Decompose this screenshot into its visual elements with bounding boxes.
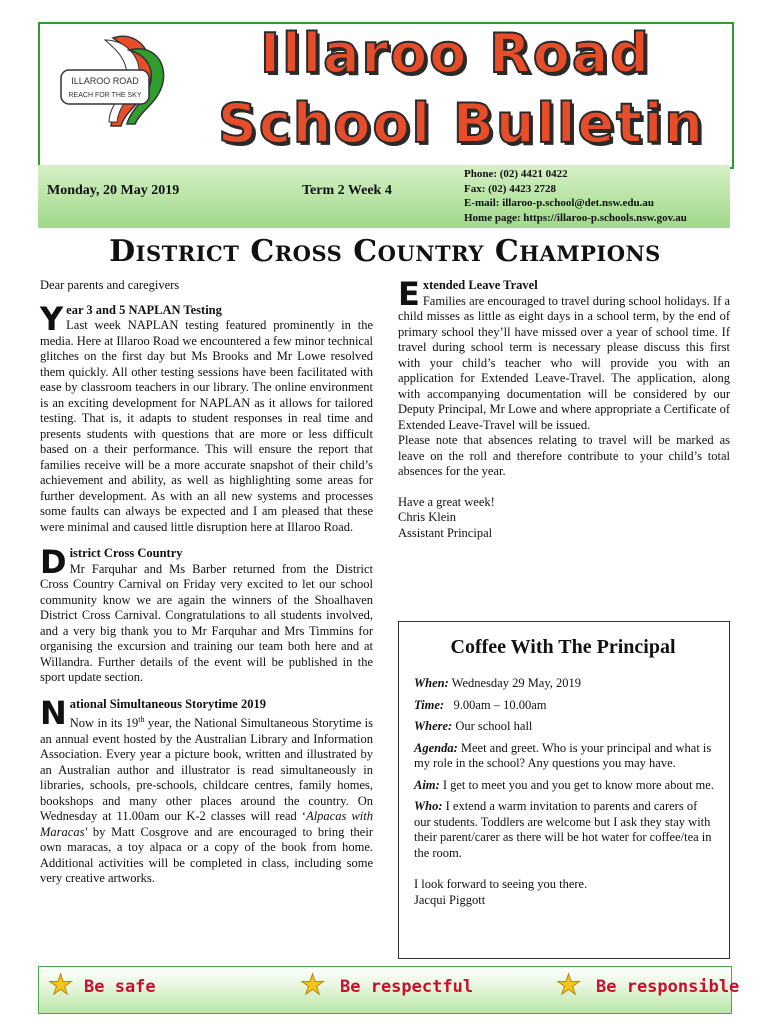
naplan-title: ear 3 and 5 NAPLAN Testing: [66, 302, 222, 317]
cross-country-section: [40, 543, 373, 686]
naplan-dropcap: Y: [40, 299, 64, 338]
motto-safe: Be safe: [84, 977, 156, 997]
contact-homepage[interactable]: Home page: https://illaroo-p.schools.nsw.gov.au: [464, 211, 687, 224]
star-icon: ★: [48, 970, 74, 1001]
issue-date: Monday, 20 May 2019: [47, 183, 180, 198]
coffee-aim: Aim: I get to meet you and you get to know more about me.: [414, 777, 714, 792]
contact-phone: Phone: (02) 4421 0422: [464, 168, 568, 180]
right-column: [398, 275, 730, 541]
naplan-section: [40, 299, 373, 536]
storytime-title: ational Simultaneous Storytime 2019: [69, 696, 266, 711]
storytime-book-title: Alpacas with Maracas': [40, 809, 373, 839]
motto-respectful: Be respectful: [340, 977, 474, 997]
leave-title: xtended Leave Travel: [422, 278, 538, 292]
school-logo: [55, 30, 195, 130]
logo-text-2: REACH FOR THE SKY: [68, 92, 142, 99]
coffee-signature: Jacqui Piggott: [414, 892, 486, 907]
contact-details: [464, 167, 687, 225]
leave-dropcap: E: [398, 275, 420, 313]
contact-fax: Fax: (02) 4423 2728: [464, 182, 556, 195]
star-icon: ★: [300, 970, 326, 1001]
leave-body-1: Families are encouraged to travel during school holidays. If a child misses as little as eight days in a school term, by the end of primary school they’ll have missed over a year of school time. If travel during school term is necessary please discuss this first with your child’s teacher who will provide you with an application for Extended Leave-Travel. The application, along with accompanying documentation will be considered by our Deputy Principal, Mr Lowe and where appropriate a Certificate of Extended Leave-Travel will be issued.: [398, 293, 730, 432]
coffee-time: Time: 9.00am – 10.00am: [414, 697, 547, 712]
motto-responsible: Be responsible: [596, 977, 740, 997]
signoff: [398, 495, 730, 542]
coffee-details: [414, 676, 714, 908]
signoff-line: Have a great week!: [398, 494, 495, 509]
cross-country-dropcap: D: [40, 543, 67, 581]
storytime-body: Now in its 19th year, the National Simultaneous Storytime is an annual event hosted by the Australian Library and Information Association. Every year a picture book, written and illustrated by an Australian author and illustrator is read simultaneously in libraries, schools, pre-schools, childcare centres, family homes, bookshops and many other places around the country. On Wednesday at 11.00am our K-2 classes will read ‘Alpacas with Maracas' by Matt Cosgrove and are encouraged to bring their own maracas, a toy alpaca or a copy of the book from home. Additional activities will be completed in class, including some very creative artworks.: [40, 715, 373, 886]
logo-text-1: ILLAROO ROAD: [71, 76, 139, 86]
issue-term: Term 2 Week 4: [302, 183, 392, 198]
coffee-where: Where: Our school hall: [414, 719, 533, 733]
coffee-agenda: Agenda: Meet and greet. Who is your principal and what is my role in the school? Any questions you may have.: [414, 740, 712, 770]
leave-body-2: Please note that absences relating to travel will be marked as leave on the roll and therefore contribute to your child’s total absences for the year.: [398, 433, 730, 478]
coffee-closing: I look forward to seeing you there.: [414, 877, 588, 891]
bulletin-title-line-2: School Bulletin: [218, 92, 705, 155]
coffee-who: Who: I extend a warm invitation to parents and carers of our students. Toddlers are welcome but I ask they stay with their parent/carer as there will be hot water for coffee/tea in the room.: [414, 799, 712, 860]
main-heading: District Cross Country Champions: [109, 234, 661, 269]
coffee-title: Coffee With The Principal: [450, 636, 676, 658]
contact-email[interactable]: E-mail: illaroo-p.school@det.nsw.edu.au: [464, 197, 655, 209]
left-column: [40, 278, 373, 887]
cross-country-title: istrict Cross Country: [69, 546, 183, 560]
star-icon: ★: [556, 970, 582, 1001]
greeting: Dear parents and caregivers: [40, 278, 180, 292]
leave-section: [398, 275, 730, 480]
storytime-dropcap: N: [40, 693, 67, 732]
naplan-body: Last week NAPLAN testing featured prominently in the media. Here at Illaroo Road we encountered a few minor technical glitches on the first day but Ms Brooks and Mr Lowe resolved them quickly. All other testing sessions have been facilitated with ease by classroom teachers in our library. The online environment is an exciting development for NAPLAN as it allows for tailored testing. That is, it adapts to student responses in real time and presents students with questions that are more or less difficult based on a their performance. This will ensure the report that families receive will be a more accurate snapshot of their child’s achievement and ability, as well as highlighting some areas for further development. As with an all new systems and processes some faults can always be expected and I am pleased that these were minimal and caused little disruption here at Illaroo Road.: [40, 318, 373, 534]
signoff-name: Chris Klein: [398, 510, 456, 524]
bulletin-title-line-1: Illaroo Road: [260, 22, 651, 85]
storytime-section: [40, 693, 373, 887]
coffee-when: When: Wednesday 29 May, 2019: [414, 676, 582, 690]
signoff-role: Assistant Principal: [398, 525, 493, 540]
cross-country-body: Mr Farquhar and Ms Barber returned from the District Cross Country Carnival on Friday very excited to let our school community know we are again the winners of the Shoalhaven District Cross Carnival. Congratulations to all students involved, and a very big thank you to Mr Farquhar and Mrs Timmins for organising the excursion and training our team both here and at Willandra. Further details of the event will be published in the sport update section.: [40, 561, 373, 684]
